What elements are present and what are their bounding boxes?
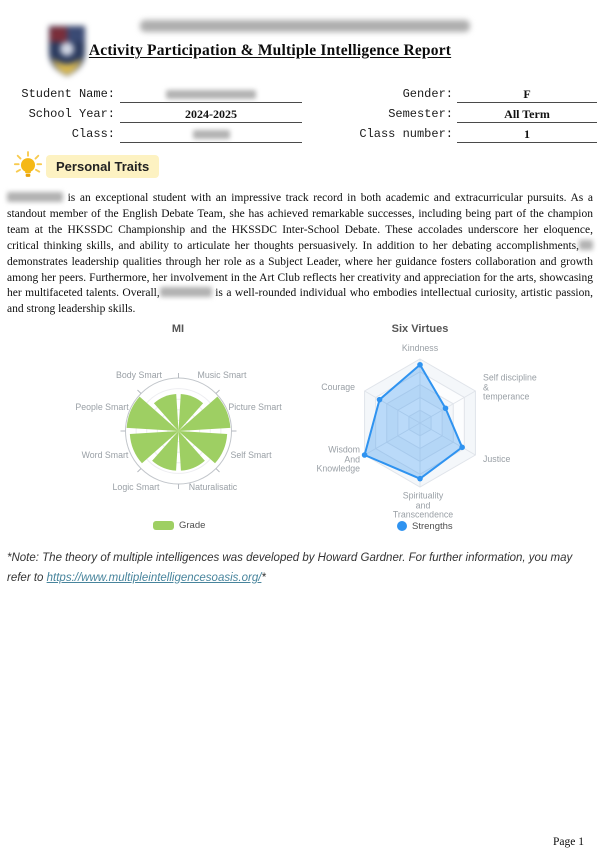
redacted-text [160, 287, 212, 297]
semester-value: All Term [504, 107, 550, 121]
redacted-value [193, 130, 230, 139]
class-number-field [457, 127, 597, 143]
paragraph-text: demonstrates leadership qualities through her role as a Subject Leader, where her guidance fosters collaboration and growth among her peers. Furthermore, her involvement in the Art Club reflects her creativity and appreciation for the arts, showcasing her multifaceted talents. Overall, [7, 255, 593, 300]
gender-label: Gender: [402, 87, 453, 101]
class-number-label: Class number: [359, 127, 453, 141]
gender-value: F [523, 87, 531, 101]
redacted-text [579, 240, 593, 250]
axis-label: Kindness [401, 343, 439, 354]
axis-label: Courage [321, 382, 355, 393]
six-virtues-radar-chart [316, 322, 570, 534]
axis-label: Logic Smart [112, 482, 160, 493]
footnote-suffix: * [261, 571, 266, 584]
axis-label: Justice [483, 454, 511, 465]
axis-label: Spirituality and Transcendence [392, 490, 454, 520]
class-number-value: 1 [524, 127, 530, 141]
personal-traits-paragraph [7, 191, 593, 318]
gender-field [457, 87, 597, 103]
school-year-field [120, 107, 302, 123]
reference-link[interactable]: https://www.multipleintelligencesoasis.org/ [46, 571, 262, 584]
paragraph-text: is a well-rounded individual who embodies intellectual curiosity, artistic passion, and strong leadership skills. [7, 287, 593, 316]
strengths-legend-swatch [397, 521, 407, 531]
school-year-label: School Year: [28, 107, 115, 121]
axis-label: Body Smart [116, 370, 162, 381]
footnote [7, 549, 582, 588]
redacted-text [7, 192, 63, 202]
axis-label: Word Smart [81, 450, 129, 461]
strengths-legend-label: Strengths [412, 520, 453, 532]
six-virtues-chart-title: Six Virtues [391, 323, 449, 335]
school-name-redacted [140, 20, 470, 32]
footnote-text: *Note: The theory of multiple intelligences was developed by Howard Gardner. For further information, you may refer to [7, 552, 573, 584]
axis-label: People Smart [75, 402, 129, 413]
axis-label: Self discipline & temperance [483, 372, 537, 402]
grade-legend-swatch [153, 521, 174, 530]
grade-legend-label: Grade [179, 519, 206, 531]
semester-label: Semester: [388, 107, 453, 121]
school-year-value: 2024-2025 [185, 107, 237, 121]
strengths-legend [397, 520, 453, 532]
mi-chart-title: MI [171, 323, 185, 335]
class-label: Class: [71, 127, 115, 141]
student-name-label: Student Name: [21, 87, 115, 101]
axis-label: Self Smart [230, 450, 272, 461]
axis-label: Wisdom And Knowledge [316, 444, 360, 474]
axis-label: Naturalisatic [188, 482, 238, 493]
semester-field [457, 107, 597, 123]
redacted-value [166, 90, 256, 99]
mi-chart-canvas [58, 322, 303, 534]
axis-label: Picture Smart [228, 402, 282, 413]
axis-label: Music Smart [197, 370, 247, 381]
paragraph-text: is an exceptional student with an impressive track record in both academic and extracurricular pursuits. As a standout member of the English Debate Team, she has achieved remarkable successes, including being part of the champion team at the HKSSDC Championship and the HKSSDC Inter-School Debate. These accolades underscore her eloquence, critical thinking skills, and ability to articulate her thoughts persuasively. In addition to her debating accomplishments, [7, 192, 593, 252]
report-title: Activity Participation & Multiple Intelligence Report [88, 42, 452, 59]
lightbulb-icon [13, 151, 43, 183]
student-name-field [120, 87, 302, 103]
class-field [120, 127, 302, 143]
personal-traits-heading: Personal Traits [46, 155, 159, 178]
mi-rose-chart [58, 322, 303, 534]
page-number: Page 1 [553, 836, 584, 848]
mi-legend [153, 519, 205, 531]
